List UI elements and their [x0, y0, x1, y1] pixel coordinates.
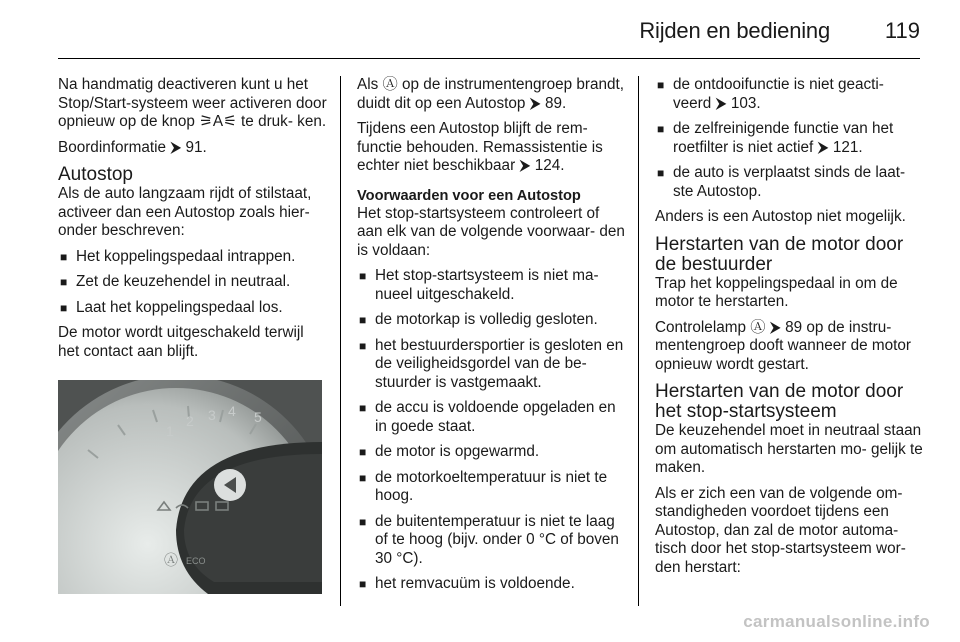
tach-number: 4: [228, 403, 236, 419]
instrument-cluster-photo: [58, 380, 322, 594]
header-title: Rijden en bediening: [639, 18, 830, 43]
tach-number: 2: [186, 413, 194, 429]
list-item: ■ de ontdooifunctie is niet geacti‑ veerd ⮞ 103.: [655, 76, 925, 113]
column-3: [655, 76, 925, 584]
paragraph-conditions-intro: Het stop-startsysteem controleert of aan elk van de volgende voorwaar‑ den is voldaan:: [357, 204, 625, 259]
arrow-left-icon: [214, 469, 246, 501]
list-item: ■ de accu is voldoende opgeladen en in goede staat.: [357, 399, 625, 436]
paragraph-autostop-intro: Als de auto langzaam rijdt of stilstaat, activeer dan een Autostop zoals hier‑ onder beschreven:: [58, 185, 312, 239]
heading-autostop: Autostop: [58, 164, 133, 185]
instrument-cluster-illustration: [58, 380, 322, 594]
paragraph-otherwise: Anders is een Autostop niet mogelijk.: [655, 208, 906, 225]
list-item: ■ Laat het koppelingspedaal los.: [58, 299, 328, 318]
autostop-icon: Ⓐ: [164, 553, 178, 569]
list-item: ■ de motorkap is volledig gesloten.: [357, 311, 625, 330]
paragraph-brake-function: Tijdens een Autostop blijft de rem‑ functie behouden. Remassistentie is echter niet beschikbaar ⮞ 124.: [357, 120, 603, 174]
list-item: ■ het bestuurdersportier is gesloten en de veiligheidsgordel van de be‑ stuurder is vastgemaakt.: [357, 337, 625, 393]
watermark: carmanualsonline.info: [743, 612, 930, 631]
list-item: ■ Zet de keuzehendel in neutraal.: [58, 273, 328, 292]
list-item: ■ de zelfreinigende functie van het roetfilter is niet actief ⮞ 121.: [655, 120, 925, 157]
conditions-list: [357, 267, 625, 594]
tach-number: 3: [208, 407, 216, 423]
heading-driver-restart: Herstarten van de motor door de bestuurder: [655, 233, 904, 275]
tach-number: 5: [254, 409, 262, 425]
autostop-steps-list: [58, 248, 328, 318]
list-item: ■ de motorkoeltemperatuur is niet te hoog.: [357, 469, 625, 506]
list-item: ■ de auto is verplaatst sinds de laat‑ ste Autostop.: [655, 164, 925, 201]
paragraph-engine-off: De motor wordt uitgeschakeld terwijl het contact aan blijft.: [58, 324, 304, 360]
list-item: ■ Het koppelingspedaal intrappen.: [58, 248, 328, 267]
list-item: ■ de motor is opgewarmd.: [357, 443, 625, 462]
list-item: ■ Het stop-startsysteem is niet ma‑ nueel uitgeschakeld.: [357, 267, 625, 304]
paragraph-indicator-off: Controlelamp Ⓐ ⮞ 89 op de instru‑ mentengroep dooft wanneer de motor opnieuw wordt gestart.: [655, 318, 911, 373]
heading-conditions: Voorwaarden voor een Autostop: [357, 187, 581, 204]
eco-label: ECO: [186, 556, 206, 566]
list-item: ■ het remvacuüm is voldoende.: [357, 575, 625, 594]
conditions-list-continued: [655, 76, 925, 201]
column-divider-1: [340, 76, 341, 606]
paragraph-autostop-light: Als Ⓐ op de instrumentengroep brandt, duidt dit op een Autostop ⮞ 89.: [357, 76, 625, 112]
paragraph-board-info: Boordinformatie ⮞ 91.: [58, 138, 207, 156]
column-divider-2: [638, 76, 639, 606]
paragraph-neutral: De keuzehendel moet in neutraal staan om automatisch herstarten mo‑ gelijk te maken.: [655, 422, 923, 476]
page-number: 119: [884, 18, 920, 43]
paragraph-reactivate: Na handmatig deactiveren kunt u het Stop/Start-systeem weer activeren door opnieuw op de knop ⚞A⚟ te druk‑ ken.: [58, 76, 327, 130]
paragraph-press-clutch: Trap het koppelingspedaal in om de motor te herstarten.: [655, 274, 898, 310]
list-item: ■ de buitentemperatuur is niet te laag of te hoog (bijv. onder 0 °C of boven 30 °C).: [357, 513, 625, 569]
column-2: [357, 76, 625, 601]
tach-number: 1: [166, 423, 174, 439]
paragraph-auto-restart: Als er zich een van de volgende om‑ standigheden voordoet tijdens een Autostop, dan zal de motor automa‑ tisch door het stop-startsysteem wor‑ den herstart:: [655, 484, 906, 576]
column-1: [58, 76, 328, 368]
header-rule: [58, 58, 920, 59]
heading-system-restart: Herstarten van de motor door het stop-startsysteem: [655, 381, 904, 422]
